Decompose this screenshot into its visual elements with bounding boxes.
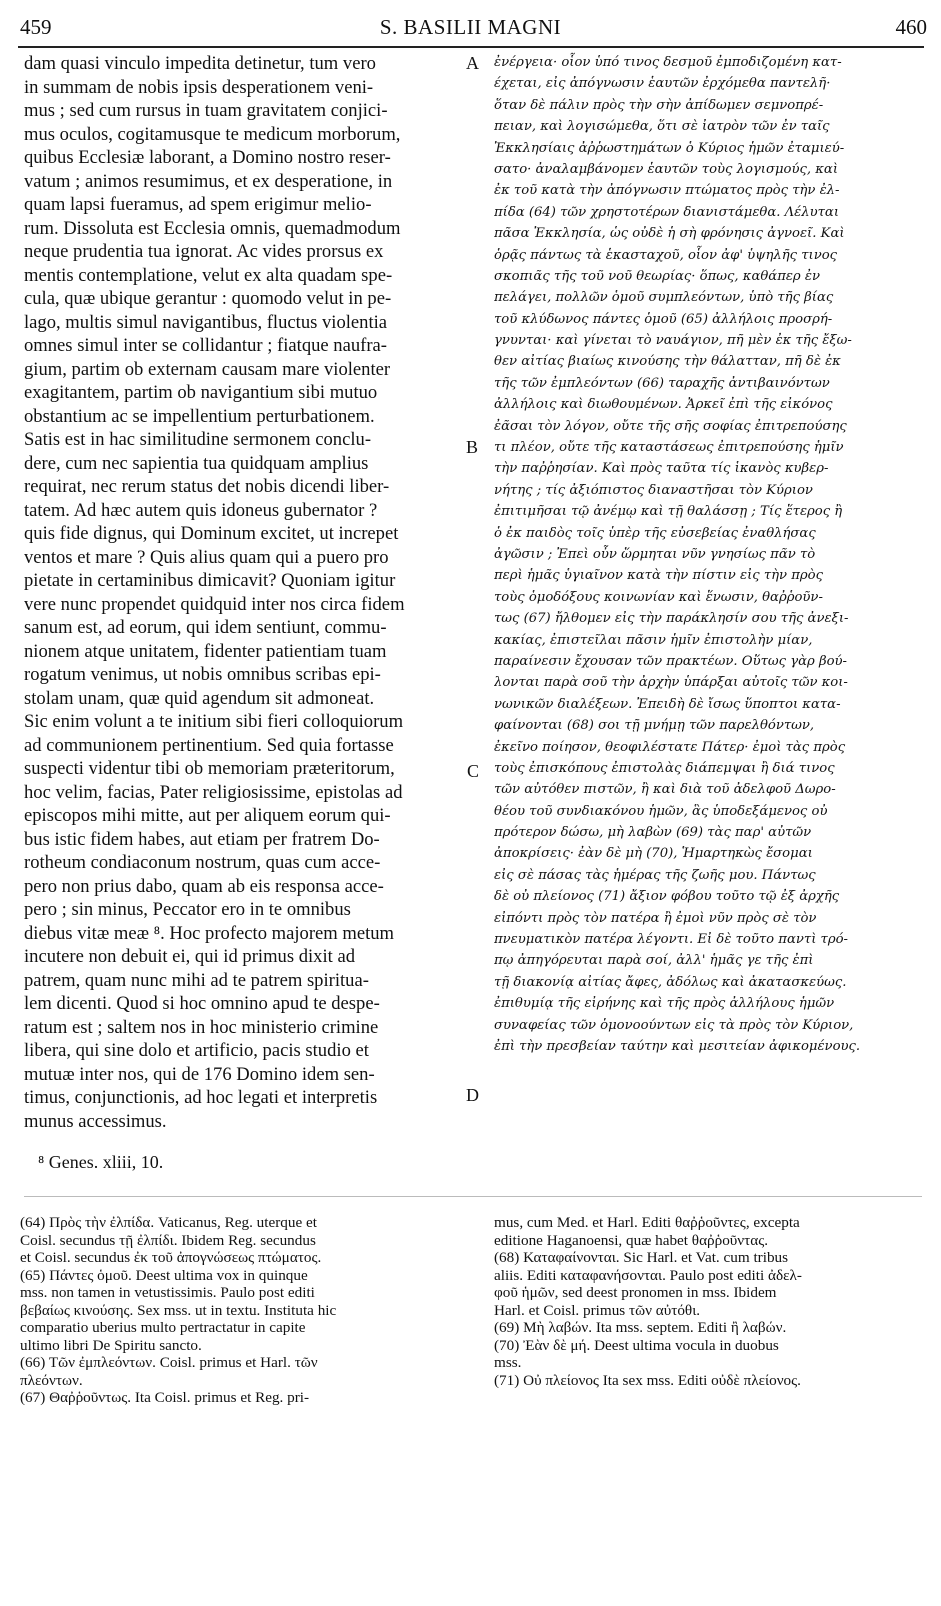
note-line: (71) Οὐ πλείονος Ita sex mss. Editi οὐδὲ πλείονος.: [494, 1371, 801, 1389]
latin-text-line: dam quasi vinculo impedita detinetur, tum vero: [24, 53, 376, 74]
page-number-left: 459: [20, 15, 52, 39]
latin-text-line: in summam de nobis ipsis desperationem veni-: [24, 76, 374, 98]
latin-text-line: mus ; sed cum rursus in tuam gravitatem conjici-: [24, 100, 388, 121]
latin-text-line: ad communionem pertinentium. Sed quia fortasse: [24, 734, 394, 756]
greek-text-line: νωνικῶν διαλέξεων. Ἐπειδὴ δὲ ἴσως ὕποπτοι κατα-: [494, 696, 841, 712]
section-marker-d: D: [466, 1085, 479, 1105]
greek-text-line: ὁ ἐκ παιδὸς τοῖς ὑπὲρ τῆς εὐσεβείας ἐναθλήσας: [494, 525, 816, 541]
latin-text-line: ventos et mare ? Quis alius quam qui a puero pro: [24, 546, 389, 568]
note-line: (65) Πάντες ὁμοῦ. Deest ultima vox in quinque: [20, 1266, 308, 1284]
greek-text-line: ἐπὶ τὴν πρεσβείαν ταύτην καὶ μεσιτείαν ἀφικομένους.: [494, 1038, 861, 1054]
greek-text-line: ἀγῶσιν ; Ἐπεὶ οὖν ὥρμηται νῦν γνησίως πᾶν τὸ: [494, 546, 816, 562]
note-line: mss.: [494, 1354, 522, 1371]
greek-text-line: ἐνέργεια· οἷον ὑπό τινος δεσμοῦ ἐμποδιζομένη κατ-: [494, 55, 842, 70]
latin-text-line: sanum est, ad eorum, qui idem sentiunt, commu-: [24, 617, 387, 638]
latin-text-line: munus accessimus.: [24, 1110, 167, 1132]
latin-text-line: mutuæ inter nos, qui de 176 Domino idem sen-: [24, 1063, 375, 1085]
greek-text-line: κακίας, ἐπιστεῖλαι πᾶσιν ἡμῖν ἐπιστολὴν μίαν,: [494, 632, 813, 648]
note-line: Harl. et Coisl. primus τῶν αὐτόθι.: [494, 1301, 701, 1319]
latin-text-line: ratum est ; saltem nos in hoc ministerio crimine: [24, 1016, 379, 1038]
greek-text-line: πρότερον δώσω, μὴ λαβὼν (69) τὰς παρ' αὐτῶν: [494, 825, 812, 841]
greek-text-line: πειαν, καὶ λογισώμεθα, ὅτι σὲ ἰατρὸν τῶν ἐν ταῖς: [494, 119, 830, 135]
greek-text-line: πελάγει, πολλῶν ὁμοῦ συμπλεόντων, ὑπὸ τῆς βίας: [494, 290, 834, 306]
note-line: (66) Τῶν ἐμπλεόντων. Coisl. primus et Harl. τῶν: [20, 1354, 318, 1371]
greek-text-line: πίδα (64) τῶν χρηστοτέρων διανιστάμεθα. Λέλυται: [494, 204, 839, 220]
note-line: φοῦ ἡμῶν, sed deest pronomen in mss. Ibidem: [494, 1284, 777, 1301]
latin-text-line: cula, quæ ubique gerantur : quomodo velut in pe-: [24, 288, 392, 309]
note-line: Coisl. secundus τῇ ἐλπίδι. Ibidem Reg. secundus: [20, 1231, 316, 1249]
greek-text-line: θέου τοῦ συνδιακόνου ἡμῶν, ἃς ὑποδεξάμενος οὐ: [494, 803, 828, 819]
note-line: mus, cum Med. et Harl. Editi θαῤῥοῦντες, excepta: [494, 1214, 800, 1231]
greek-text-line: τῆς τῶν ἐμπλεόντων (66) ταραχῆς ἀντιβαινόντων: [494, 375, 830, 391]
latin-text-line: quam lapsi fueramus, ad spem erigimur melio-: [24, 194, 372, 215]
greek-text-line: Ἐκκλησίαις ἀῤῥωστημάτων ὁ Κύριος ἡμῶν ἐταμιεύ-: [494, 140, 845, 156]
header-rule: [18, 46, 924, 48]
latin-text-line: mus oculos, cogitamusque te medicum morborum,: [24, 123, 401, 145]
greek-text-line: ὁρᾷς πάντως τὰ ἑκασταχοῦ, οἷον ἀφ' ὑψηλῆς τινος: [494, 247, 838, 263]
latin-text-line: dere, cum nec sapientia tua quidquam amplius: [24, 452, 369, 474]
note-line: πλεόντων.: [20, 1371, 83, 1389]
note-line: (64) Πρὸς τὴν ἐλπίδα. Vaticanus, Reg. uterque et: [20, 1214, 317, 1231]
note-line: (68) Καταφαίνονται. Sic Harl. et Vat. cum tribus: [494, 1249, 789, 1266]
latin-text-line: rotheum condiaconum nostrum, quas cum acce-: [24, 852, 381, 873]
note-line: comparatio uberius multo pertractatur in capite: [20, 1319, 306, 1336]
latin-text-line: vere nunc propendet quidquid inter nos circa fidem: [24, 593, 405, 615]
page-number-right: 460: [895, 15, 927, 39]
latin-text-line: lago, multis simul navigantibus, fluctus violentia: [24, 311, 388, 333]
greek-text-line: πῳ ἀπηγόρευται παρὰ σοί, ἀλλ' ἡμᾶς γε τῆς ἐπὶ: [494, 953, 814, 969]
greek-text-line: τι πλέον, οὔτε τῆς καταστάσεως ἐπιτρεπούσης ἡμῖν: [494, 440, 844, 456]
latin-text-line: diebus vitæ meæ ⁸. Hoc profecto majorem metum: [24, 922, 395, 944]
greek-text-line: πᾶσα Ἐκκλησία, ὡς οὐδὲ ἡ σὴ φρόνησις ἀγνοεῖ. Καὶ: [494, 226, 845, 242]
latin-text-line: libera, qui sine dolo et artificio, pacis studio et: [24, 1040, 369, 1061]
greek-text-line: περὶ ἡμᾶς ὑγιαῖνον κατὰ τὴν πίστιν εἰς τὴν πρὸς: [494, 568, 823, 584]
latin-text-line: suspecti videntur tibi ob memoriam præteritorum,: [24, 758, 395, 779]
footnote: ⁸ Genes. xliii, 10.: [38, 1152, 164, 1172]
latin-text-line: neque prudentia tua ignorat. Ac vides prorsus ex: [24, 241, 384, 262]
greek-text-line: ἐπιτιμῆσαι τῷ ἀνέμῳ καὶ τῇ θαλάσσῃ ; Τίς ἕτερος ἢ: [494, 504, 843, 520]
latin-text-line: rogatum venimus, ut nobis omnibus scribas epi-: [24, 664, 381, 685]
notes-separator: [24, 1196, 922, 1197]
greek-text-line: τοὺς ἐπισκόπους ἐπιστολὰς διάπεμψαι ἢ διά τινος: [494, 760, 835, 776]
latin-text-line: obstantium ac se impellentium perturbationem.: [24, 405, 375, 427]
greek-text-line: ἐᾶσαι τὸν λόγον, οὔτε τῆς σῆς σοφίας ἐπιτρεπούσης: [494, 418, 847, 434]
latin-text-line: pero ; sin minus, Peccator ero in te omnibus: [24, 899, 351, 920]
greek-text-line: τὴν παῤῥησίαν. Καὶ πρὸς ταῦτα τίς ἱκανὸς κυβερ-: [494, 461, 829, 477]
latin-text-line: bus istic fidem habes, aut etiam per fratrem Do-: [24, 828, 380, 850]
greek-text-line: λονται παρὰ σοῦ τὴν ἀρχὴν ὑπάρξαι αὐτοῖς τῶν κοι-: [494, 675, 848, 691]
notes-left-column: [20, 1214, 460, 1407]
latin-text-line: pietate in certaminibus dimicavit? Quoniam igitur: [24, 570, 396, 591]
greek-text-line: παραίνεσιν ἔχουσαν τῶν πρακτέων. Οὕτως γὰρ βού-: [494, 653, 847, 669]
greek-text-line: τως (67) ἤλθομεν εἰς τὴν παράκλησίν σου τῆς ἀνεξι-: [494, 611, 849, 627]
latin-text-line: nionem atque unitatem, fidenter patientiam tuam: [24, 640, 387, 662]
note-line: (67) Θαῤῥοῦντως. Ita Coisl. primus et Reg. pri-: [20, 1389, 310, 1406]
greek-text-line: τοῦ κλύδωνος πάντες ὁμοῦ (65) ἀλλήλοις προσρή-: [494, 311, 833, 327]
section-marker-b: B: [466, 437, 479, 457]
greek-text-line: ἐκεῖνο ποίησον, θεοφιλέστατε Πάτερ· ἐμοὶ τὰς πρὸς: [494, 739, 846, 755]
greek-text-line: τῶν αὐτόθεν πιστῶν, ἢ καὶ διὰ τοῦ ἀδελφοῦ Δωρο-: [494, 782, 836, 798]
latin-text-line: incutere non debuit ei, qui id primus dixit ad: [24, 946, 356, 967]
latin-text-line: timus, conjunctionis, ad hoc legati et interpretis: [24, 1087, 378, 1108]
note-line: (70) Ἐὰν δὲ μή. Deest ultima vocula in duobus: [494, 1336, 779, 1354]
note-line: mss. non tamen in vetustissimis. Paulo post editi: [20, 1284, 315, 1301]
note-line: editione Haganoensi, quæ habet θαῤῥοῦντας.: [494, 1231, 769, 1249]
greek-text-line: εἰπόντι πρὸς τὸν πατέρα ἢ ἐμοὶ νῦν πρὸς σὲ τὸν: [494, 910, 817, 926]
note-line: aliis. Editi καταφανήσονται. Paulo post editi ἀδελ-: [494, 1266, 802, 1284]
latin-text-line: exagitantem, partim ob navigantium sibi mutuo: [24, 382, 378, 403]
latin-text-line: mentis contemplatione, velut ex alta quadam spe-: [24, 264, 393, 286]
latin-text-line: quis fide dignus, qui Dominum excitet, ut increpet: [24, 523, 399, 544]
greek-text-line: εἰς σὲ πάσας τὰς ἡμέρας τῆς ζωῆς μου. Πάντως: [494, 867, 816, 883]
latin-text-line: requirat, nec rerum status det nobis dicendi liber-: [24, 476, 390, 497]
latin-text-line: quibus Ecclesiæ laborant, a Domino nostro reser-: [24, 147, 391, 168]
greek-text-line: θεν αἰτίας βιαίως κινούσης τὴν θάλατταν, πῆ δὲ ἐκ: [494, 354, 841, 370]
latin-text-line: omnes simul inter se collidantur ; fiatque naufra-: [24, 335, 387, 356]
latin-text-line: Sic enim volunt a te initium sibi fieri colloquiorum: [24, 711, 404, 732]
latin-text-line: gium, partim ob externam causam mare violenter: [24, 358, 391, 380]
greek-text-line: δὲ οὐ πλείονος (71) ἄξιον φόβου τοῦτο τῷ ἐξ ἀρχῆς: [494, 889, 840, 905]
latin-text-line: pero non prius dabo, quam ab eis responsa acce-: [24, 875, 384, 897]
greek-text-line: γνυνται· καὶ γίνεται τὸ ναυάγιον, πῆ μὲν ἐκ τῆς ἔξω-: [494, 333, 852, 349]
note-line: et Coisl. secundus ἐκ τοῦ ἀπογνώσεως πτώματος.: [20, 1249, 322, 1266]
greek-text-line: συναφείας τῶν ὁμονοούντων εἰς τὰ πρὸς τὸν Κύριον,: [494, 1017, 854, 1033]
note-line: βεβαίως κινούσης. Sex mss. ut in textu. Instituta hic: [20, 1301, 337, 1319]
running-title: S. BASILII MAGNI: [379, 15, 562, 39]
greek-text-line: σκοπιᾶς τῆς τοῦ νοῦ θεωρίας· ὅπως, καθάπερ ἐν: [494, 268, 820, 284]
greek-column: [494, 52, 920, 1057]
note-line: (69) Μὴ λαβών. Ita mss. septem. Editi ἢ λαβών.: [494, 1319, 787, 1336]
latin-text-line: tatem. Ad hæc autem quis idoneus gubernator ?: [24, 499, 378, 521]
greek-text-line: ἀλλήλοις καὶ διωθουμένων. Ἀρκεῖ ἐπὶ τῆς εἰκόνος: [494, 397, 833, 413]
greek-text-line: ἐκ τοῦ κατὰ τὴν ἀπόγνωσιν πτώματος πρὸς τὴν ἐλ-: [494, 183, 840, 199]
greek-text-line: τῇ διακονίᾳ αἰτίας ἄφες, ἀδόλως καὶ ἀκατασκεύως.: [494, 974, 847, 990]
section-marker-c: C: [467, 761, 480, 781]
greek-text-line: σατο· ἀναλαμβάνομεν ἑαυτῶν τοὺς λογισμούς, καὶ: [494, 161, 838, 177]
greek-text-line: ἀποκρίσεις· ἐὰν δὲ μὴ (70), Ἡμαρτηκὼς ἔσομαι: [494, 846, 813, 862]
greek-text-line: φαίνονται (68) σοι τῇ μνήμῃ τῶν παρελθόντων,: [494, 718, 815, 734]
greek-text-line: νήτης ; τίς ἀξιόπιστος διαναστῆσαι τὸν Κύριον: [494, 482, 813, 498]
latin-column: [24, 52, 475, 1133]
greek-text-line: πνευματικὸν πατέρα λέγοντι. Εἰ δὲ τοῦτο παντὶ τρό-: [494, 932, 849, 948]
note-line: ultimo libri De Spiritu sancto.: [20, 1336, 202, 1354]
latin-text-line: hoc velim, facias, Pater religiosissime, epistolas ad: [24, 781, 403, 803]
latin-text-line: Satis est in hac similitudine sermonem conclu-: [24, 429, 372, 450]
greek-text-line: ἐπιθυμίᾳ τῆς εἰρήνης καὶ τῆς πρὸς ἀλλήλους ἡμῶν: [494, 996, 835, 1012]
latin-text-line: stolam unam, quæ quid agendum sit admoneat.: [24, 687, 375, 709]
latin-text-line: patrem, quam nunc mihi ad te patrem spiritua-: [24, 969, 369, 991]
latin-text-line: vatum ; animos resumimus, et ex desperatione, in: [24, 170, 393, 192]
greek-text-line: ὅταν δὲ πάλιν πρὸς τὴν σὴν ἀπίδωμεν σεμνοπρέ-: [494, 97, 824, 113]
greek-text-line: έχεται, εἰς ἀπόγνωσιν ἑαυτῶν ἐρχόμεθα παντελῆ·: [494, 76, 831, 92]
section-marker-a: A: [466, 53, 479, 73]
greek-text-line: τοὺς ὁμοδόξους κοινωνίαν καὶ ἕνωσιν, θαῤῥοῦν-: [494, 589, 823, 605]
notes-right-column: [494, 1214, 924, 1389]
latin-text-line: rum. Dissoluta est Ecclesia omnis, quemadmodum: [24, 217, 401, 239]
latin-text-line: episcopos mihi mitte, aut per aliquem eorum qui-: [24, 805, 391, 826]
latin-text-line: lem dicenti. Quod si hoc omnino apud te despe-: [24, 993, 380, 1014]
